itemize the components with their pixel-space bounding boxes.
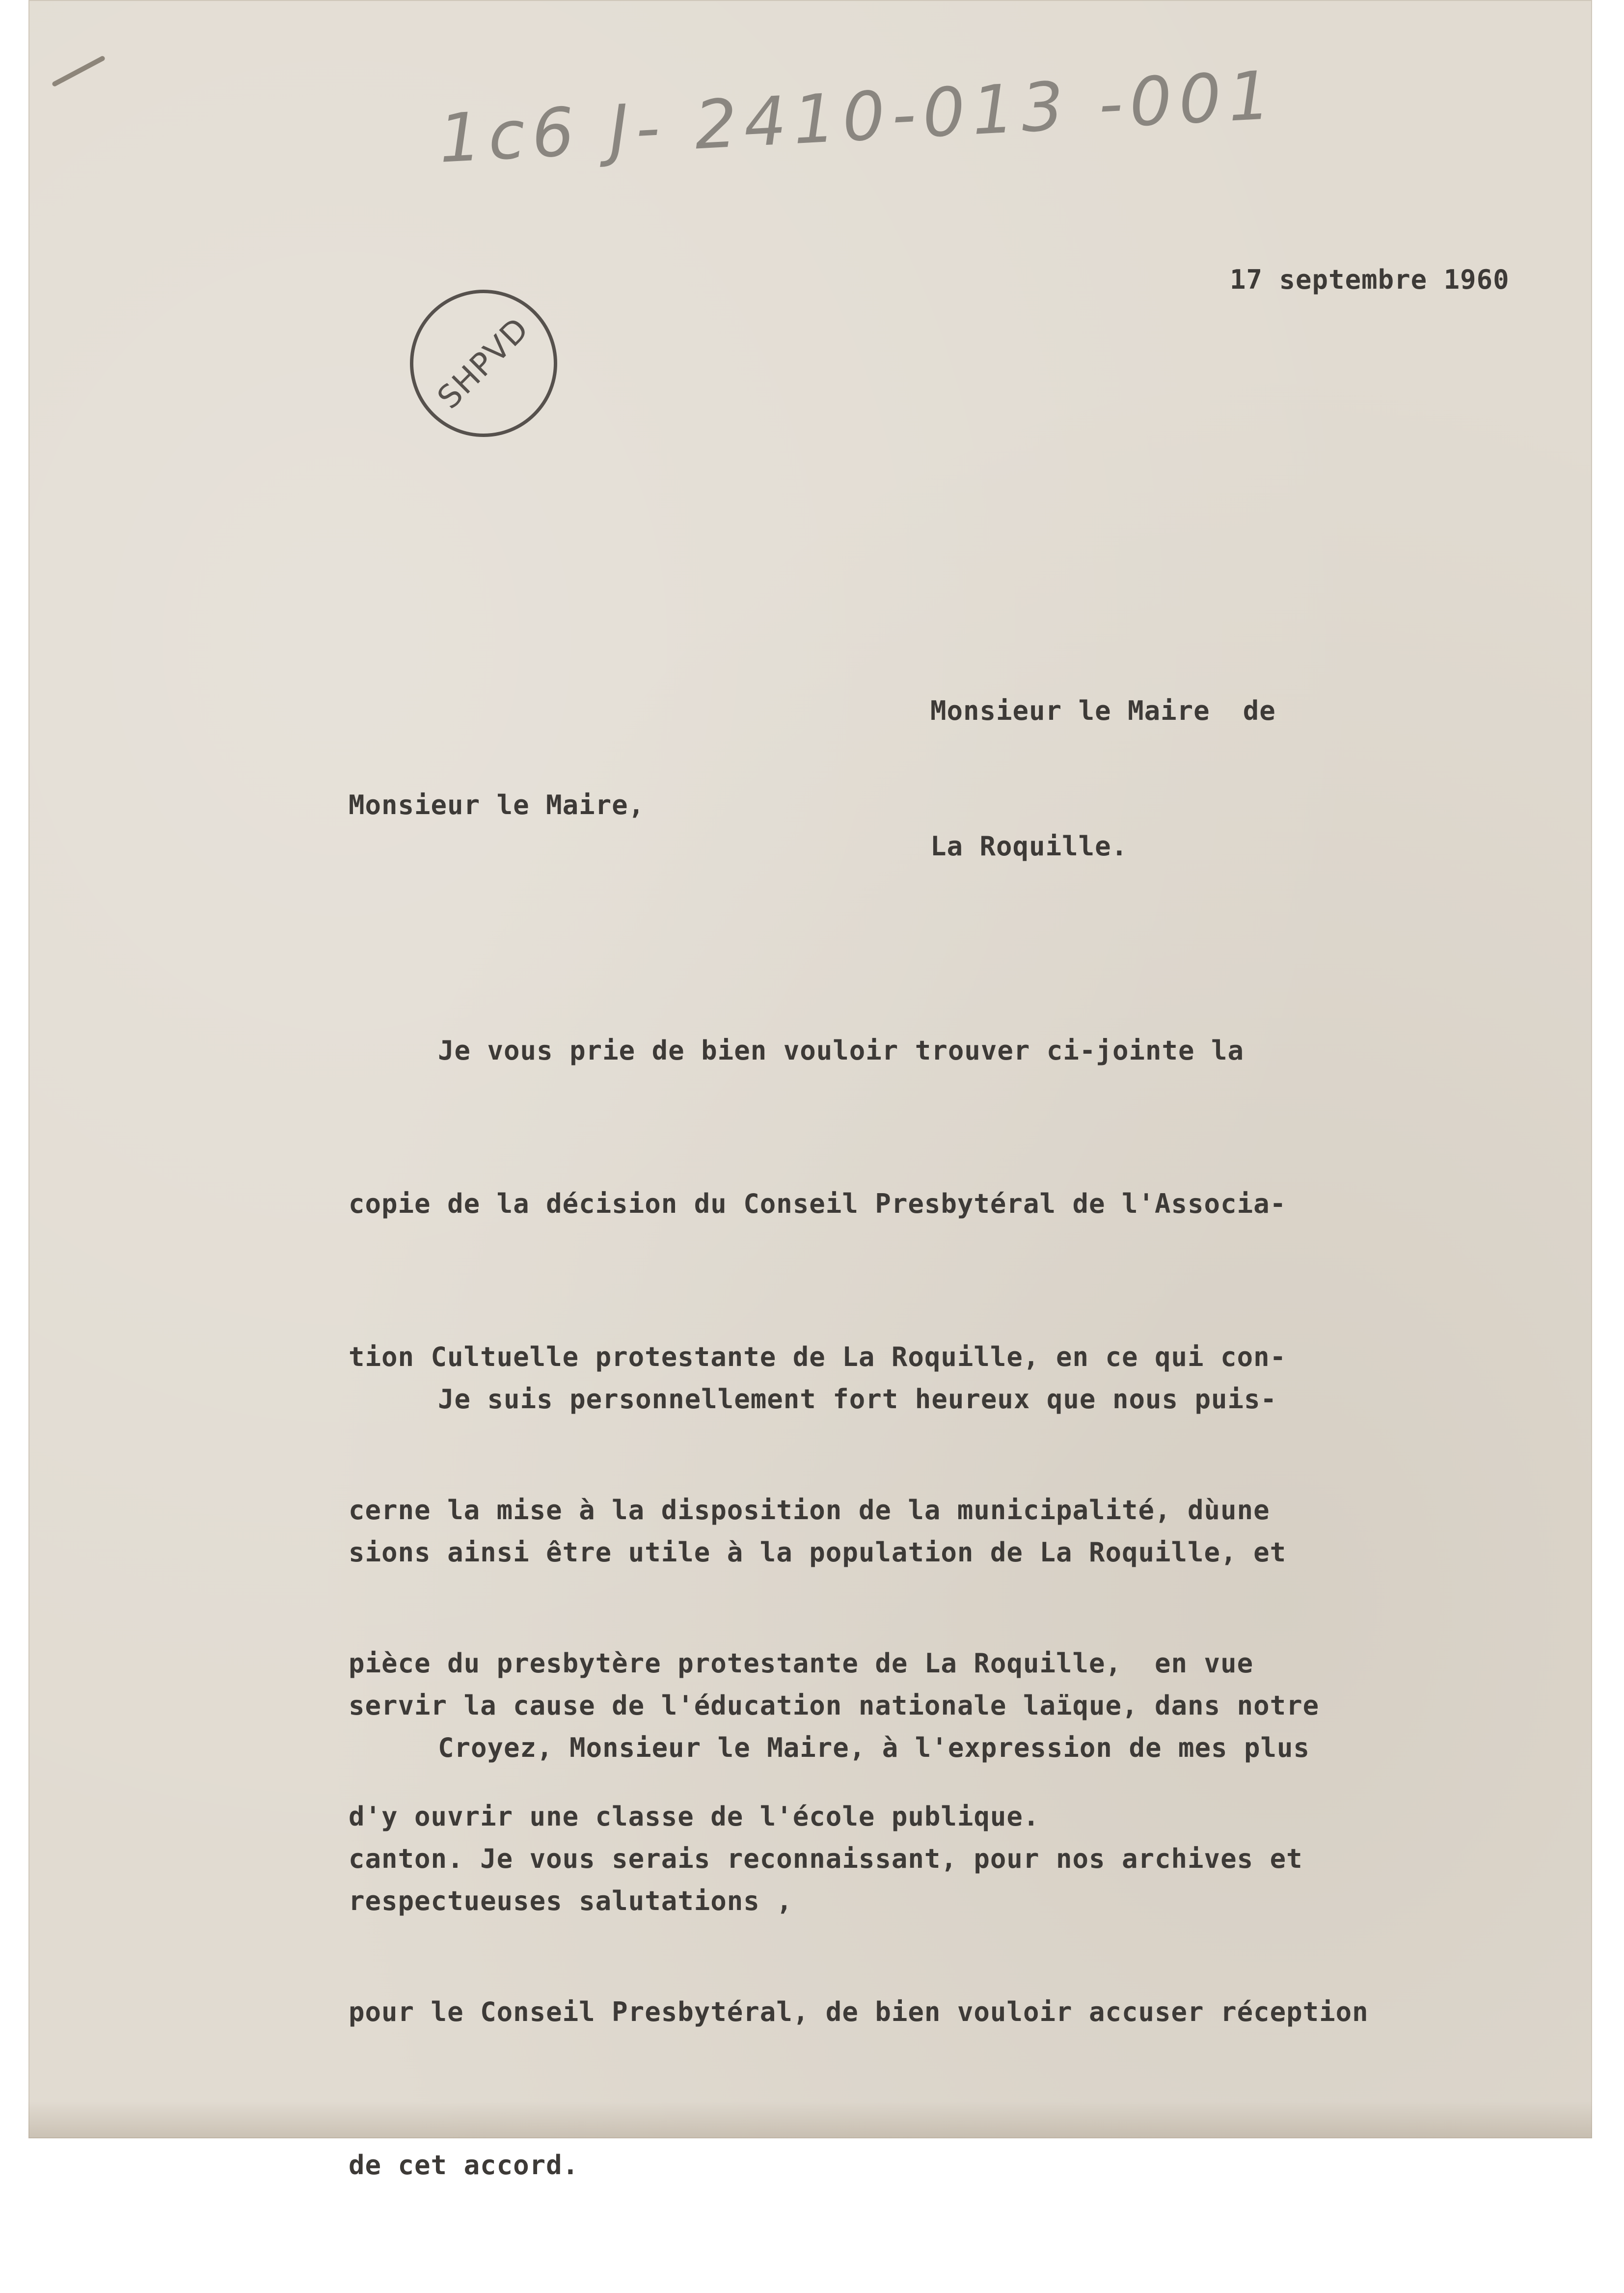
paragraph-2-line: sions ainsi être utile à la population de La Roquille, et xyxy=(349,1537,1287,1568)
paragraph-1-line: tion Cultuelle protestante de La Roquille, en ce qui con- xyxy=(349,1341,1287,1372)
closing-line: respectueuses salutations , xyxy=(349,1885,793,1916)
paragraph-1-line: Je vous prie de bien vouloir trouver ci-jointe la xyxy=(438,1035,1245,1066)
salutation: Monsieur le Maire, xyxy=(349,790,645,820)
closing-paragraph xyxy=(349,1620,1310,2029)
paragraph-1-line: pièce du presbytère protestante de La Roquille, en vue xyxy=(349,1648,1254,1679)
recipient-line-2: La Roquille. xyxy=(930,831,1128,862)
archive-reference: 1c6 J- 2410-013 -001 xyxy=(437,56,1280,178)
paragraph-1-line: copie de la décision du Conseil Presbytéral de l'Associa- xyxy=(349,1188,1287,1219)
recipient-line-1: Monsieur le Maire de xyxy=(930,695,1276,726)
paragraph-2-line: de cet accord. xyxy=(349,2150,579,2181)
shpvd-stamp xyxy=(410,290,557,437)
letter-date: 17 septembre 1960 xyxy=(1230,264,1510,295)
recipient-block xyxy=(930,598,1276,959)
paragraph-1-line: cerne la mise à la disposition de la municipalité, dùune xyxy=(349,1495,1270,1526)
paragraph-2-line: canton. Je vous serais reconnaissant, pour nos archives et xyxy=(349,1843,1303,1874)
paragraph-2-line: servir la cause de l'éducation nationale laïque, dans notre xyxy=(349,1690,1320,1721)
stamp-text: SHPVD xyxy=(431,310,537,416)
paragraph-2-line: Je suis personnellement fort heureux que nous puis- xyxy=(438,1384,1277,1415)
paragraph-2-line: pour le Conseil Presbytéral, de bien vouloir accuser réception xyxy=(349,1996,1369,2027)
paragraph-1-line: d'y ouvrir une classe de l'école publique. xyxy=(349,1801,1040,1832)
closing-line: Croyez, Monsieur le Maire, à l'expression de mes plus xyxy=(438,1732,1310,1763)
